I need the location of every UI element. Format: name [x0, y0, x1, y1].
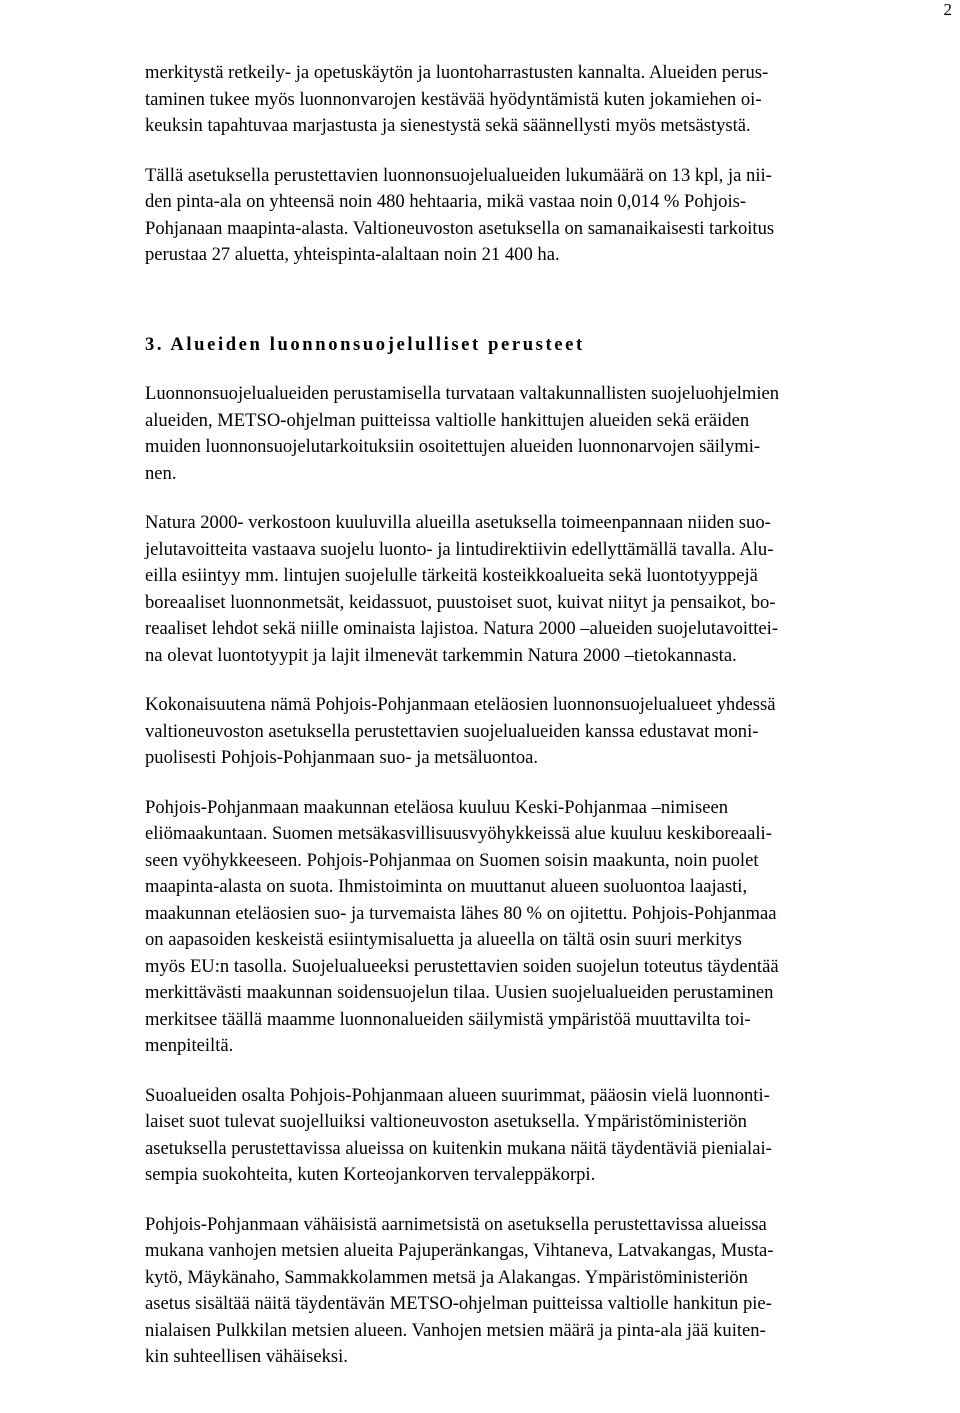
section-paragraph-3: [145, 692, 957, 772]
text-line: taminen tukee myös luonnonvarojen kestävää hyödyntämistä kuten jokamiehen oi-: [145, 88, 762, 110]
text-line: merkitystä retkeily- ja opetuskäytön ja luontoharrastusten kannalta. Alueiden perus-: [145, 62, 769, 83]
text-line: na olevat luontotyypit ja lajit ilmenevät tarkemmin Natura 2000 –tietokannasta.: [145, 644, 737, 666]
section-heading: 3. Alueiden luonnonsuojelulliset perusteet: [145, 333, 585, 355]
text-line: Natura 2000- verkostoon kuuluvilla alueilla asetuksella toimeenpannaan niiden suo-: [145, 512, 771, 533]
text-line: nialaisen Pulkkilan metsien alueen. Vanhojen metsien määrä ja pinta-ala jää kuiten-: [145, 1319, 766, 1341]
text-line: sempia suokohteita, kuten Korteojankorven tervaleppäkorpi.: [145, 1164, 596, 1185]
text-line: jelutavoitteita vastaava suojelu luonto- ja lintudirektiivin edellyttämällä tavalla. Alu-: [145, 538, 774, 560]
text-line: boreaaliset luonnonmetsät, keidassuot, puustoiset suot, kuivat niityt ja pensaikot, bo-: [145, 591, 776, 613]
document-body: [145, 60, 957, 1371]
text-line: puolisesti Pohjois-Pohjanmaan suo- ja metsäluontoa.: [145, 747, 539, 768]
text-line: mukana vanhojen metsien alueita Pajuperänkangas, Vihtaneva, Latvakangas, Musta-: [145, 1240, 774, 1261]
text-line: maakunnan eteläosien suo- ja turvemaista lähes 80 % on ojitettu. Pohjois-Pohjanmaa: [145, 902, 777, 924]
text-line: valtioneuvoston asetuksella perustettavien suojelualueiden kanssa edustavat moni-: [145, 720, 759, 742]
text-line: asetuksella perustettavissa alueissa on kuitenkin mukana näitä täydentäviä pienialai-: [145, 1137, 772, 1159]
page-number: 2: [943, 0, 952, 19]
section-paragraph-1: [145, 381, 957, 487]
text-line: kytö, Mäykänaho, Sammakkolammen metsä ja Alakangas. Ympäristöministeriön: [145, 1266, 748, 1288]
text-line: merkitsee täällä maamme luonnonalueiden säilymistä ympäristöä muuttavilta toi-: [145, 1008, 751, 1030]
text-line: menpiteiltä.: [145, 1035, 234, 1056]
section-paragraph-4: [145, 795, 957, 1060]
text-line: Tällä asetuksella perustettavien luonnonsuojelualueiden lukumäärä on 13 kpl, ja nii-: [145, 164, 772, 186]
text-line: myös EU:n tasolla. Suojelualueeksi perustettavien soiden suojelun toteutus täydentää: [145, 955, 779, 977]
text-line: kin suhteellisen vähäiseksi.: [145, 1346, 348, 1367]
text-line: den pinta-ala on yhteensä noin 480 hehtaaria, mikä vastaa noin 0,014 % Pohjois-: [145, 191, 747, 212]
section-paragraph-5: [145, 1083, 957, 1189]
text-line: nen.: [145, 462, 177, 484]
text-line: eliömaakuntaan. Suomen metsäkasvillisuusvyöhykkeissä alue kuuluu keskiboreaali-: [145, 823, 772, 844]
text-line: reaaliset lehdot sekä niille ominaista lajistoa. Natura 2000 –alueiden suojelutavoittei-: [145, 618, 779, 639]
text-line: laiset suot tulevat suojelluiksi valtioneuvoston asetuksella. Ympäristöministeriön: [145, 1111, 747, 1132]
text-line: maapinta-alasta on suota. Ihmistoiminta on muuttanut alueen suoluontoa laajasti,: [145, 876, 748, 897]
text-line: Pohjanaan maapinta-alasta. Valtioneuvoston asetuksella on samanaikaisesti tarkoitus: [145, 217, 775, 239]
intro-paragraph-1: [145, 60, 957, 140]
text-line: muiden luonnonsuojelutarkoituksiin osoitettujen alueiden luonnonarvojen säilymi-: [145, 436, 761, 457]
text-line: Kokonaisuutena nämä Pohjois-Pohjanmaan eteläosien luonnonsuojelualueet yhdessä: [145, 694, 776, 715]
text-line: perustaa 27 aluetta, yhteispinta-alaltaan noin 21 400 ha.: [145, 244, 560, 265]
text-line: eilla esiintyy mm. lintujen suojelulle tärkeitä kosteikkoalueita sekä luontotyyppejä: [145, 565, 758, 586]
text-line: Pohjois-Pohjanmaan maakunnan eteläosa kuuluu Keski-Pohjanmaa –nimiseen: [145, 796, 728, 818]
intro-paragraph-2: [145, 163, 957, 269]
text-line: seen vyöhykkeeseen. Pohjois-Pohjanmaa on Suomen soisin maakunta, noin puolet: [145, 849, 759, 871]
text-line: on aapasoiden keskeistä esiintymisaluetta ja alueella on tältä osin suuri merkitys: [145, 929, 742, 950]
text-line: Suoalueiden osalta Pohjois-Pohjanmaan alueen suurimmat, pääosin vielä luonnonti-: [145, 1084, 770, 1106]
text-line: keuksin tapahtuvaa marjastusta ja sienestystä sekä säännellysti myös metsästystä.: [145, 115, 751, 136]
text-line: Luonnonsuojelualueiden perustamisella turvataan valtakunnallisten suojeluohjelmien: [145, 383, 780, 404]
section-paragraph-6: [145, 1212, 957, 1371]
section-paragraph-2: [145, 510, 957, 669]
text-line: Pohjois-Pohjanmaan vähäisistä aarnimetsistä on asetuksella perustettavissa alueissa: [145, 1213, 767, 1235]
text-line: alueiden, METSO-ohjelman puitteissa valtiolle hankittujen alueiden sekä eräiden: [145, 409, 750, 431]
text-line: merkittävästi maakunnan soidensuojelun tilaa. Uusien suojelualueiden perustaminen: [145, 982, 774, 1003]
text-line: asetus sisältää näitä täydentävän METSO-ohjelman puitteissa valtiolle hankitun pie-: [145, 1293, 772, 1314]
